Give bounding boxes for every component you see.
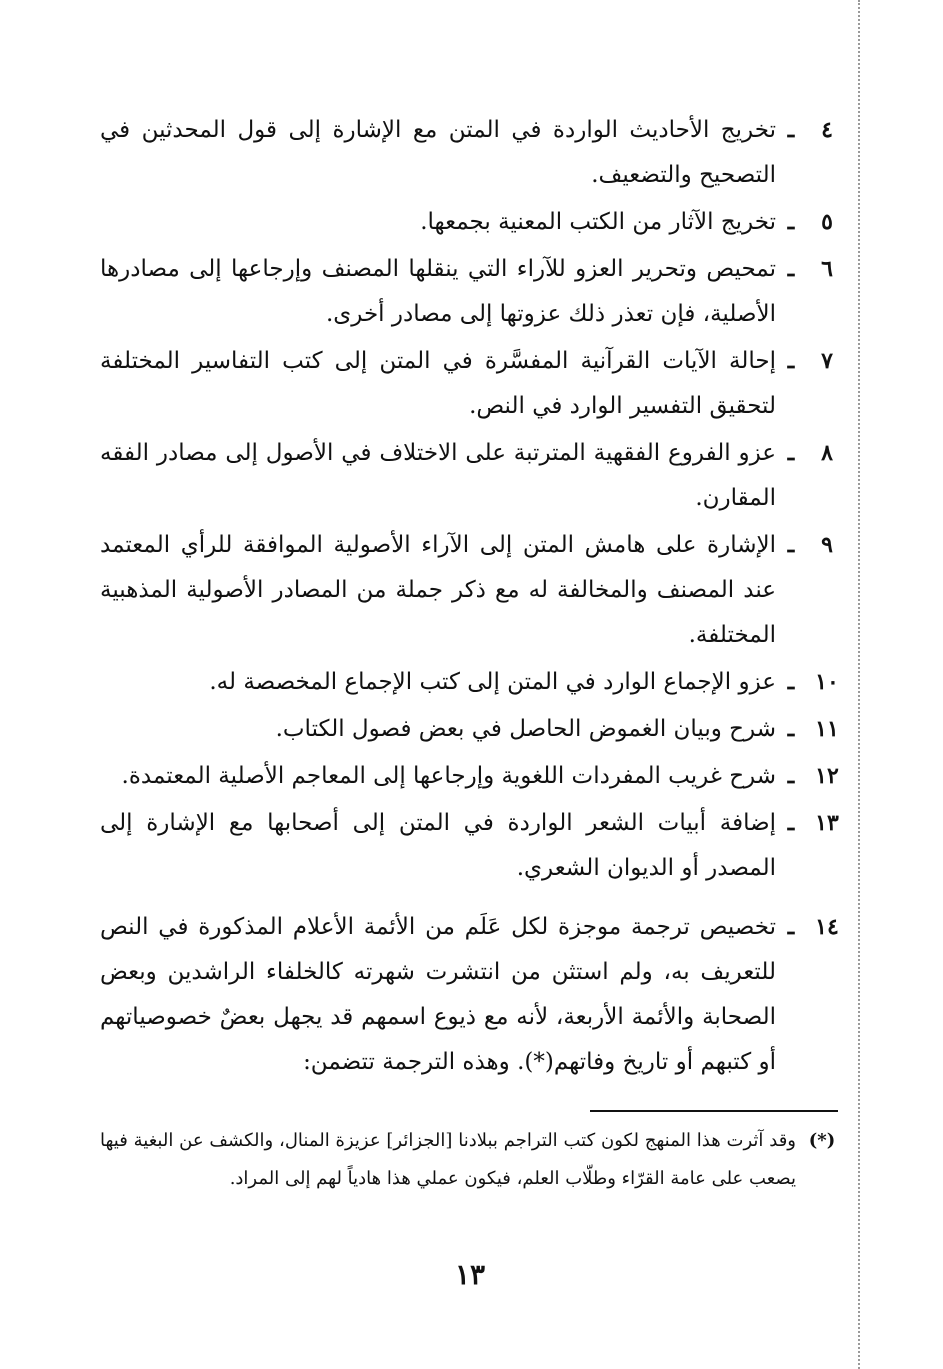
item-dash: ـ	[787, 117, 795, 143]
item-text: تمحيص وتحرير العزو للآراء التي ينقلها المصنف وإرجاعها إلى مصادرها الأصلية، فإن تعذر ذلك عزوتها إلى مصادر أخرى.	[100, 256, 776, 327]
item-text: عزو الفروع الفقهية المترتبة على الاختلاف في الأصول إلى مصادر الفقه المقارن.	[100, 440, 776, 511]
item-number: ١١	[815, 716, 839, 742]
list-item	[100, 523, 848, 658]
page-edge-dotted-line	[858, 0, 860, 1369]
item-dash: ـ	[787, 810, 795, 836]
item-text: الإشارة على هامش المتن إلى الآراء الأصولية الموافقة للرأي المعتمد عند المصنف والمخالفة له مع ذكر جملة من المصادر الأصولية المذهبية المختلفة.	[100, 532, 776, 648]
item-number: ٨	[821, 440, 833, 466]
footnote	[100, 1122, 848, 1198]
item-dash: ـ	[787, 348, 795, 374]
list-item	[100, 707, 848, 752]
item-number: ١٣	[815, 810, 839, 836]
item-dash: ـ	[787, 209, 795, 235]
footnote-text: وقد آثرت هذا المنهج لكون كتب التراجم ببلادنا [الجزائر] عزيزة المنال، والكشف عن البغية فيها يصعب على عامة القرّاء وطلّاب العلم، فيكون عملي هذا هادياً لهم إلى المراد.	[100, 1130, 796, 1189]
item-number: ١٠	[815, 669, 839, 695]
item-text: عزو الإجماع الوارد في المتن إلى كتب الإجماع المخصصة له.	[209, 669, 776, 695]
methodology-list	[100, 108, 848, 1087]
item-number: ١٤	[815, 914, 839, 940]
item-dash: ـ	[787, 763, 795, 789]
item-dash: ـ	[787, 256, 795, 282]
list-item	[100, 754, 848, 799]
item-text: تخريج الآثار من الكتب المعنية بجمعها.	[420, 209, 776, 235]
item-number: ١٢	[815, 763, 839, 789]
page-number: ١٣	[454, 1258, 486, 1291]
footnote-mark: (*)	[808, 1130, 836, 1151]
item-number: ٦	[821, 256, 833, 282]
footnote-separator	[590, 1110, 838, 1112]
item-dash: ـ	[787, 532, 795, 558]
item-dash: ـ	[787, 440, 795, 466]
list-item	[100, 801, 848, 891]
item-dash: ـ	[787, 716, 795, 742]
item-text: تخصيص ترجمة موجزة لكل عَلَم من الأئمة الأعلام المذكورة في النص للتعريف به، ولم استثن من انتشرت شهرته كالخلفاء الراشدين وبعض الصحابة والأئمة الأربعة، لأنه مع ذيوع اسمهم قد يجهل بعضٌ خصوصياتهم أو كتبهم أو تاريخ وفاتهم(*). وهذه الترجمة تتضمن:	[100, 914, 776, 1075]
list-item	[100, 108, 848, 198]
item-text: إضافة أبيات الشعر الواردة في المتن إلى أصحابها مع الإشارة إلى المصدر أو الديوان الشعري.	[100, 810, 776, 881]
list-item	[100, 660, 848, 705]
item-number: ٧	[821, 348, 833, 374]
list-item	[100, 339, 848, 429]
list-item	[100, 431, 848, 521]
item-text: تخريج الأحاديث الواردة في المتن مع الإشارة إلى قول المحدثين في التصحيح والتضعيف.	[100, 117, 776, 188]
list-item	[100, 247, 848, 337]
item-text: شرح غريب المفردات اللغوية وإرجاعها إلى المعاجم الأصلية المعتمدة.	[121, 763, 776, 789]
item-text: شرح وبيان الغموض الحاصل في بعض فصول الكتاب.	[275, 716, 776, 742]
item-number: ٤	[821, 117, 833, 143]
item-text: إحالة الآيات القرآنية المفسَّرة في المتن إلى كتب التفاسير المختلفة لتحقيق التفسير الوارد في النص.	[100, 348, 776, 419]
list-item	[100, 905, 848, 1085]
item-dash: ـ	[787, 914, 795, 940]
item-dash: ـ	[787, 669, 795, 695]
item-number: ٥	[821, 209, 833, 235]
item-number: ٩	[821, 532, 833, 558]
list-item	[100, 200, 848, 245]
